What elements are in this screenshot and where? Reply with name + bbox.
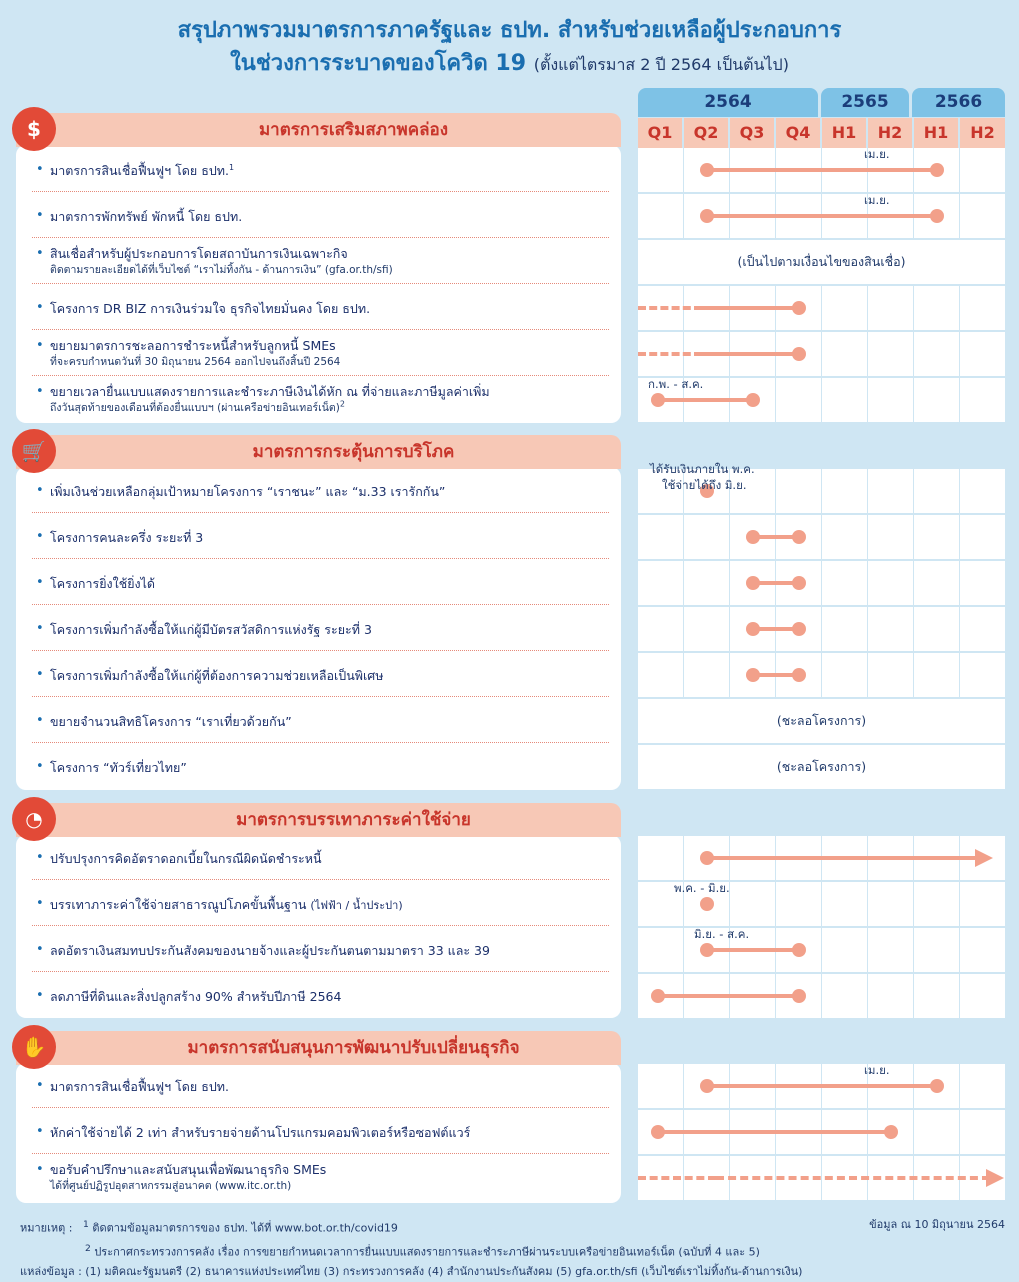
timeline-cell — [914, 653, 959, 697]
timeline-cell — [914, 286, 959, 330]
timeline-cell — [868, 332, 913, 376]
measure-row — [16, 1064, 621, 1108]
timeline-cell — [638, 194, 683, 238]
measure-label — [50, 620, 372, 640]
row-divider — [32, 696, 609, 697]
notes-label: หมายเหตุ : — [20, 1221, 73, 1235]
timeline-bar — [702, 306, 799, 310]
timeline-end-dot — [792, 943, 806, 957]
timeline-cell — [822, 974, 867, 1018]
timeline-cell — [684, 561, 729, 605]
period-2564-q4: Q4 — [776, 118, 820, 148]
measure-label-text: โครงการยิ่งใช้ยิ่งได้ — [50, 576, 156, 591]
arrow-right-icon — [986, 1169, 1004, 1187]
measure-label-text: ขยายเวลายื่นแบบแสดงรายการและชำระภาษีเงินได้หัก ณ ที่จ่ายและภาษีมูลค่าเพิ่ม — [50, 384, 490, 399]
row-divider — [32, 283, 609, 284]
timeline-annotation: เม.ย. — [864, 1063, 890, 1077]
timeline-cell — [914, 1110, 959, 1154]
measure-label — [50, 1123, 470, 1143]
timeline-start-dot — [746, 530, 760, 544]
row-divider — [32, 237, 609, 238]
timeline-cell — [960, 148, 1005, 192]
bullet-icon: • — [36, 300, 44, 315]
period-2565-h1: H1 — [822, 118, 866, 148]
timeline-cell — [960, 882, 1005, 926]
bullet-icon: • — [36, 988, 44, 1003]
measure-row — [16, 882, 621, 926]
timeline-end-dot — [884, 1125, 898, 1139]
section-title: มาตรการเสริมสภาพคล่อง — [258, 120, 449, 140]
measure-sub-label — [50, 399, 345, 416]
period-2564-q2: Q2 — [684, 118, 728, 148]
note2-number: 2 — [85, 1242, 91, 1254]
row-divider — [32, 191, 609, 192]
row-divider — [32, 604, 609, 605]
bullet-icon: • — [36, 942, 44, 957]
measure-sub-label — [50, 1177, 291, 1194]
timeline-bar — [707, 214, 937, 218]
timeline-start-dot — [746, 622, 760, 636]
timeline-cell — [822, 378, 867, 422]
measure-label-text: มาตรการพักทรัพย์ พักหนี้ โดย ธปท. — [50, 209, 243, 224]
title-line-1: สรุปภาพรวมมาตรการภาครัฐและ ธปท. สำหรับช่วยเหลือผู้ประกอบการ — [177, 18, 842, 43]
note-line-2 — [20, 1239, 802, 1263]
period-2566-h2: H2 — [960, 118, 1005, 148]
row-divider — [32, 925, 609, 926]
section-header — [16, 113, 621, 147]
timeline-annotation: ก.พ. - ส.ค. — [648, 377, 704, 391]
measure-label-text: มาตรการสินเชื่อฟื้นฟูฯ โดย ธปท. — [50, 163, 229, 178]
timeline-cell — [638, 515, 683, 559]
timeline-cell — [638, 653, 683, 697]
timeline-cell — [868, 515, 913, 559]
timeline-cell — [960, 561, 1005, 605]
shopping-cart-icon: 🛒 — [12, 429, 56, 473]
timeline-annotation: พ.ค. - มิ.ย. — [674, 881, 730, 895]
timeline-cell — [868, 561, 913, 605]
timeline-bar — [658, 1130, 890, 1134]
measure-row — [16, 286, 621, 330]
footer-notes — [20, 1215, 802, 1282]
row-divider — [32, 329, 609, 330]
timeline-bar — [702, 352, 799, 356]
timeline-note-text: (เป็นไปตามเงื่อนไขของสินเชื่อ) — [737, 254, 906, 269]
measure-label-text: หักค่าใช้จ่ายได้ 2 เท่า สำหรับรายจ่ายด้านโปรแกรมคอมพิวเตอร์หรือซอฟต์แวร์ — [50, 1125, 471, 1140]
measure-label — [50, 895, 403, 915]
timeline-annotation-2: ใช้จ่ายได้ถึง มิ.ย. — [662, 478, 747, 492]
timeline-cell — [684, 515, 729, 559]
section-header — [16, 803, 621, 837]
timeline-start-dot — [746, 576, 760, 590]
section-header — [16, 435, 621, 469]
timeline-cell — [822, 653, 867, 697]
timeline-cell — [638, 148, 683, 192]
timeline-cell — [776, 882, 821, 926]
timeline-end-dot — [792, 301, 806, 315]
timeline-annotation: มิ.ย. - ส.ค. — [694, 927, 750, 941]
period-2564-q1: Q1 — [638, 118, 682, 148]
row-divider — [32, 971, 609, 972]
note-1: ติดตามข้อมูลมาตรการของ ธปท. ได้ที่ www.bot.or.th/covid19 — [92, 1221, 398, 1235]
measure-row — [16, 745, 621, 789]
timeline-start-dot — [700, 851, 714, 865]
pie-chart-icon: ◔ — [12, 797, 56, 841]
measure-label — [50, 528, 203, 548]
timeline-cell — [822, 928, 867, 972]
timeline-note-text: (ชะลอโครงการ) — [776, 713, 867, 728]
measure-label — [50, 987, 341, 1007]
bullet-icon: • — [36, 575, 44, 590]
timeline-cell — [960, 1064, 1005, 1108]
page-title-block — [0, 14, 1019, 81]
measure-label — [50, 207, 242, 227]
row-divider — [32, 879, 609, 880]
measure-label-text: ขยายมาตรการชะลอการชำระหนี้สำหรับลูกหนี้ SMEs — [50, 338, 336, 353]
timeline-cell — [914, 378, 959, 422]
timeline-cell — [960, 653, 1005, 697]
timeline-cell — [776, 469, 821, 513]
timeline-cell — [960, 515, 1005, 559]
bullet-icon: • — [36, 1162, 44, 1177]
measure-row — [16, 836, 621, 880]
bullet-icon: • — [36, 208, 44, 223]
measure-row — [16, 194, 621, 238]
timeline-cell — [868, 653, 913, 697]
timeline-cell — [776, 378, 821, 422]
timeline-cell — [638, 1064, 683, 1108]
measure-label-text: ขอรับคำปรึกษาและสนับสนุนเพื่อพัฒนาธุรกิจ SMEs — [50, 1162, 327, 1177]
measure-label — [50, 849, 322, 869]
timeline-cell — [960, 194, 1005, 238]
timeline-annotation: เม.ย. — [864, 147, 890, 161]
timeline-note — [638, 240, 1005, 284]
measure-row — [16, 332, 621, 376]
data-as-of: ข้อมูล ณ 10 มิถุนายน 2564 — [869, 1218, 1005, 1231]
measure-row — [16, 515, 621, 559]
sources-line — [20, 1262, 802, 1282]
timeline-end-dot — [930, 209, 944, 223]
timeline-cell — [822, 332, 867, 376]
timeline-start-dot — [700, 1079, 714, 1093]
measure-label — [50, 1077, 229, 1097]
bullet-icon: • — [36, 483, 44, 498]
timeline-annotation: เม.ย. — [864, 193, 890, 207]
year-2566: 2566 — [912, 88, 1005, 117]
timeline-bar — [707, 856, 976, 860]
row-divider — [32, 1153, 609, 1154]
timeline-cell — [684, 653, 729, 697]
measure-row — [16, 469, 621, 513]
footnote-ref: 2 — [339, 399, 345, 409]
timeline-cell — [822, 561, 867, 605]
section-title: มาตรการสนับสนุนการพัฒนาปรับเปลี่ยนธุรกิจ — [187, 1038, 520, 1058]
timeline-cell — [638, 607, 683, 651]
measure-label-text: โครงการคนละครึ่ง ระยะที่ 3 — [50, 530, 204, 545]
year-2565: 2565 — [821, 88, 909, 117]
measure-row — [16, 928, 621, 972]
note-2: ประกาศกระทรวงการคลัง เรื่อง การขยายกำหนดเวลาการยื่นแบบแสดงรายการและชำระภาษีผ่านระบบเครือข่ายอินเทอร์เน็ต (ฉบับที่ 4 และ 5) — [94, 1245, 760, 1259]
bullet-icon: • — [36, 529, 44, 544]
measure-sub-text: ที่จะครบกำหนดวันที่ 30 มิถุนายน 2564 ออกไปจนถึงสิ้นปี 2564 — [50, 356, 341, 368]
measure-label-text: โครงการ DR BIZ การเงินร่วมใจ ธุรกิจไทยมั่นคง โดย ธปท. — [50, 301, 371, 316]
timeline-cell — [684, 607, 729, 651]
measure-row — [16, 699, 621, 743]
measure-row — [16, 1110, 621, 1154]
measure-row — [16, 1156, 621, 1200]
measure-label — [50, 712, 292, 732]
bullet-icon: • — [36, 621, 44, 636]
timeline-end-dot — [792, 989, 806, 1003]
bullet-icon: • — [36, 162, 44, 177]
timeline-cell — [730, 882, 775, 926]
timeline-cell — [822, 515, 867, 559]
timeline-end-dot — [930, 163, 944, 177]
bullet-icon: • — [36, 1078, 44, 1093]
measure-label-text: มาตรการสินเชื่อฟื้นฟูฯ โดย ธปท. — [50, 1079, 229, 1094]
timeline-cell — [822, 882, 867, 926]
measure-sub-text: ได้ที่ศูนย์ปฏิรูปอุตสาหกรรมสู่อนาคต (www.itc.or.th) — [50, 1180, 292, 1192]
sources-text: (1) มติคณะรัฐมนตรี (2) ธนาคารแห่งประเทศไทย (3) กระทรวงการคลัง (4) สำนักงานประกันสังคม (5) gfa.or.th/sfi (เว็บไซต์เราไม่ทิ้งกัน-ด้านการเงิน) — [85, 1265, 803, 1279]
measure-label-small: (ไฟฟ้า / น้ำประปา) — [310, 899, 403, 912]
timeline-cell — [868, 378, 913, 422]
measure-sub-label — [50, 353, 340, 370]
timeline-bar — [658, 398, 752, 402]
timeline-note-text: (ชะลอโครงการ) — [776, 759, 867, 774]
note-line-1 — [20, 1215, 802, 1239]
timeline-dashed-bar — [638, 306, 702, 310]
timeline-start-dot — [700, 943, 714, 957]
measure-row — [16, 974, 621, 1018]
note1-number: 1 — [82, 1219, 89, 1230]
timeline-cell — [638, 561, 683, 605]
measure-label — [50, 482, 445, 502]
measure-row — [16, 378, 621, 422]
row-divider — [32, 742, 609, 743]
timeline-note — [638, 745, 1005, 789]
period-2564-q3: Q3 — [730, 118, 774, 148]
timeline-end-dot — [792, 668, 806, 682]
bullet-icon: • — [36, 759, 44, 774]
timeline-cell — [960, 378, 1005, 422]
timeline-cell — [868, 469, 913, 513]
timeline-cell — [914, 469, 959, 513]
section-title: มาตรการบรรเทาภาระค่าใช้จ่าย — [236, 810, 471, 830]
timeline-cell — [868, 882, 913, 926]
measure-row — [16, 653, 621, 697]
bullet-icon: • — [36, 667, 44, 682]
timeline-bar — [707, 948, 799, 952]
period-2565-h2: H2 — [868, 118, 912, 148]
timeline-cell — [868, 974, 913, 1018]
timeline-end-dot — [792, 576, 806, 590]
section-header — [16, 1031, 621, 1065]
money-bag-icon: $ — [12, 107, 56, 151]
measure-label — [50, 161, 234, 181]
timeline-cell — [914, 332, 959, 376]
timeline-dashed-bar — [716, 1176, 991, 1180]
measure-label — [50, 941, 490, 961]
bullet-icon: • — [36, 246, 44, 261]
timeline-cell — [960, 286, 1005, 330]
measure-sub-text: ติดตามรายละเอียดได้ที่เว็บไซต์ “เราไม่ทิ้งกัน - ด้านการเงิน” (gfa.or.th/sfi) — [50, 264, 393, 276]
bullet-icon: • — [36, 896, 44, 911]
timeline-cell — [822, 286, 867, 330]
year-2564: 2564 — [638, 88, 818, 117]
timeline-bar — [707, 168, 937, 172]
measure-label-text: ลดอัตราเงินสมทบประกันสังคมของนายจ้างและผู้ประกันตนตามมาตรา 33 และ 39 — [50, 943, 490, 958]
title-line-2 — [0, 47, 1019, 81]
timeline-start-dot — [746, 668, 760, 682]
timeline-end-dot — [792, 622, 806, 636]
bullet-icon: • — [36, 338, 44, 353]
measure-label-text: โครงการเพิ่มกำลังซื้อให้แก่ผู้ที่ต้องการความช่วยเหลือเป็นพิเศษ — [50, 668, 384, 683]
timeline-cell — [868, 286, 913, 330]
bullet-icon: • — [36, 1124, 44, 1139]
timeline-cell — [914, 882, 959, 926]
measure-label-text: ปรับปรุงการคิดอัตราดอกเบี้ยในกรณีผิดนัดชำระหนี้ — [50, 851, 322, 866]
timeline-cell — [822, 469, 867, 513]
sources-label: แหล่งข้อมูล : — [20, 1265, 82, 1279]
timeline-end-dot — [930, 1079, 944, 1093]
measure-row — [16, 561, 621, 605]
timeline-cell — [960, 974, 1005, 1018]
measure-row — [16, 240, 621, 284]
timeline-bar — [658, 994, 798, 998]
timeline-cell — [960, 1110, 1005, 1154]
timeline-dashed-bar — [638, 1176, 716, 1180]
title-line-2-main: ในช่วงการระบาดของโควิด 19 — [230, 51, 527, 76]
measure-label — [50, 758, 187, 778]
bullet-icon: • — [36, 384, 44, 399]
measure-label-text: ขยายจำนวนสิทธิโครงการ “เราเที่ยวด้วยกัน” — [50, 714, 292, 729]
timeline-bar — [707, 1084, 937, 1088]
measure-label-text: โครงการเพิ่มกำลังซื้อให้แก่ผู้มีบัตรสวัสดิการแห่งรัฐ ระยะที่ 3 — [50, 622, 372, 637]
timeline-note — [638, 699, 1005, 743]
timeline-end-dot — [792, 530, 806, 544]
timeline-cell — [868, 928, 913, 972]
timeline-cell — [960, 607, 1005, 651]
bullet-icon: • — [36, 713, 44, 728]
timeline-start-dot — [700, 163, 714, 177]
measure-row — [16, 607, 621, 651]
measure-label — [50, 574, 155, 594]
measure-label-text: สินเชื่อสำหรับผู้ประกอบการโดยสถาบันการเงินเฉพาะกิจ — [50, 246, 348, 261]
title-line-2-sub: (ตั้งแต่ไตรมาส 2 ปี 2564 เป็นต้นไป) — [533, 55, 789, 74]
row-divider — [32, 1107, 609, 1108]
row-divider — [32, 375, 609, 376]
measure-row — [16, 148, 621, 192]
measure-label — [50, 666, 383, 686]
arrow-right-icon — [975, 849, 993, 867]
timeline-dot — [700, 897, 714, 911]
timeline-cell — [960, 928, 1005, 972]
row-divider — [32, 512, 609, 513]
timeline-cell — [822, 607, 867, 651]
timeline-cell — [638, 928, 683, 972]
timeline-cell — [960, 332, 1005, 376]
measure-sub-text: ถึงวันสุดท้ายของเดือนที่ต้องยื่นแบบฯ (ผ่านเครือข่ายอินเทอร์เน็ต) — [50, 402, 340, 414]
row-divider — [32, 650, 609, 651]
row-divider — [32, 558, 609, 559]
measure-label-text: บรรเทาภาระค่าใช้จ่ายสาธารณูปโภคขั้นพื้นฐาน — [50, 897, 307, 912]
footnote-ref: 1 — [228, 162, 235, 172]
timeline-end-dot — [792, 347, 806, 361]
bullet-icon: • — [36, 850, 44, 865]
timeline-cell — [914, 515, 959, 559]
measure-label-text: โครงการ “ทัวร์เที่ยวไทย” — [50, 760, 187, 775]
timeline-cell — [914, 607, 959, 651]
measure-label — [50, 299, 370, 319]
handshake-icon: ✋ — [12, 1025, 56, 1069]
timeline-cell — [638, 836, 683, 880]
timeline-cell — [914, 928, 959, 972]
timeline-annotation: ได้รับเงินภายใน พ.ค. — [650, 462, 755, 476]
period-2566-h1: H1 — [914, 118, 958, 148]
timeline-cell — [914, 974, 959, 1018]
measure-label-text: ลดภาษีที่ดินและสิ่งปลูกสร้าง 90% สำหรับปีภาษี 2564 — [50, 989, 342, 1004]
timeline-cell — [960, 469, 1005, 513]
measure-label-text: เพิ่มเงินช่วยเหลือกลุ่มเป้าหมายโครงการ “เราชนะ” และ “ม.33 เรารักกัน” — [50, 484, 446, 499]
timeline-cell — [914, 561, 959, 605]
timeline-dashed-bar — [638, 352, 702, 356]
timeline-end-dot — [746, 393, 760, 407]
timeline-start-dot — [700, 209, 714, 223]
measure-sub-label — [50, 261, 393, 278]
section-title: มาตรการกระตุ้นการบริโภค — [252, 442, 455, 462]
timeline-cell — [868, 607, 913, 651]
